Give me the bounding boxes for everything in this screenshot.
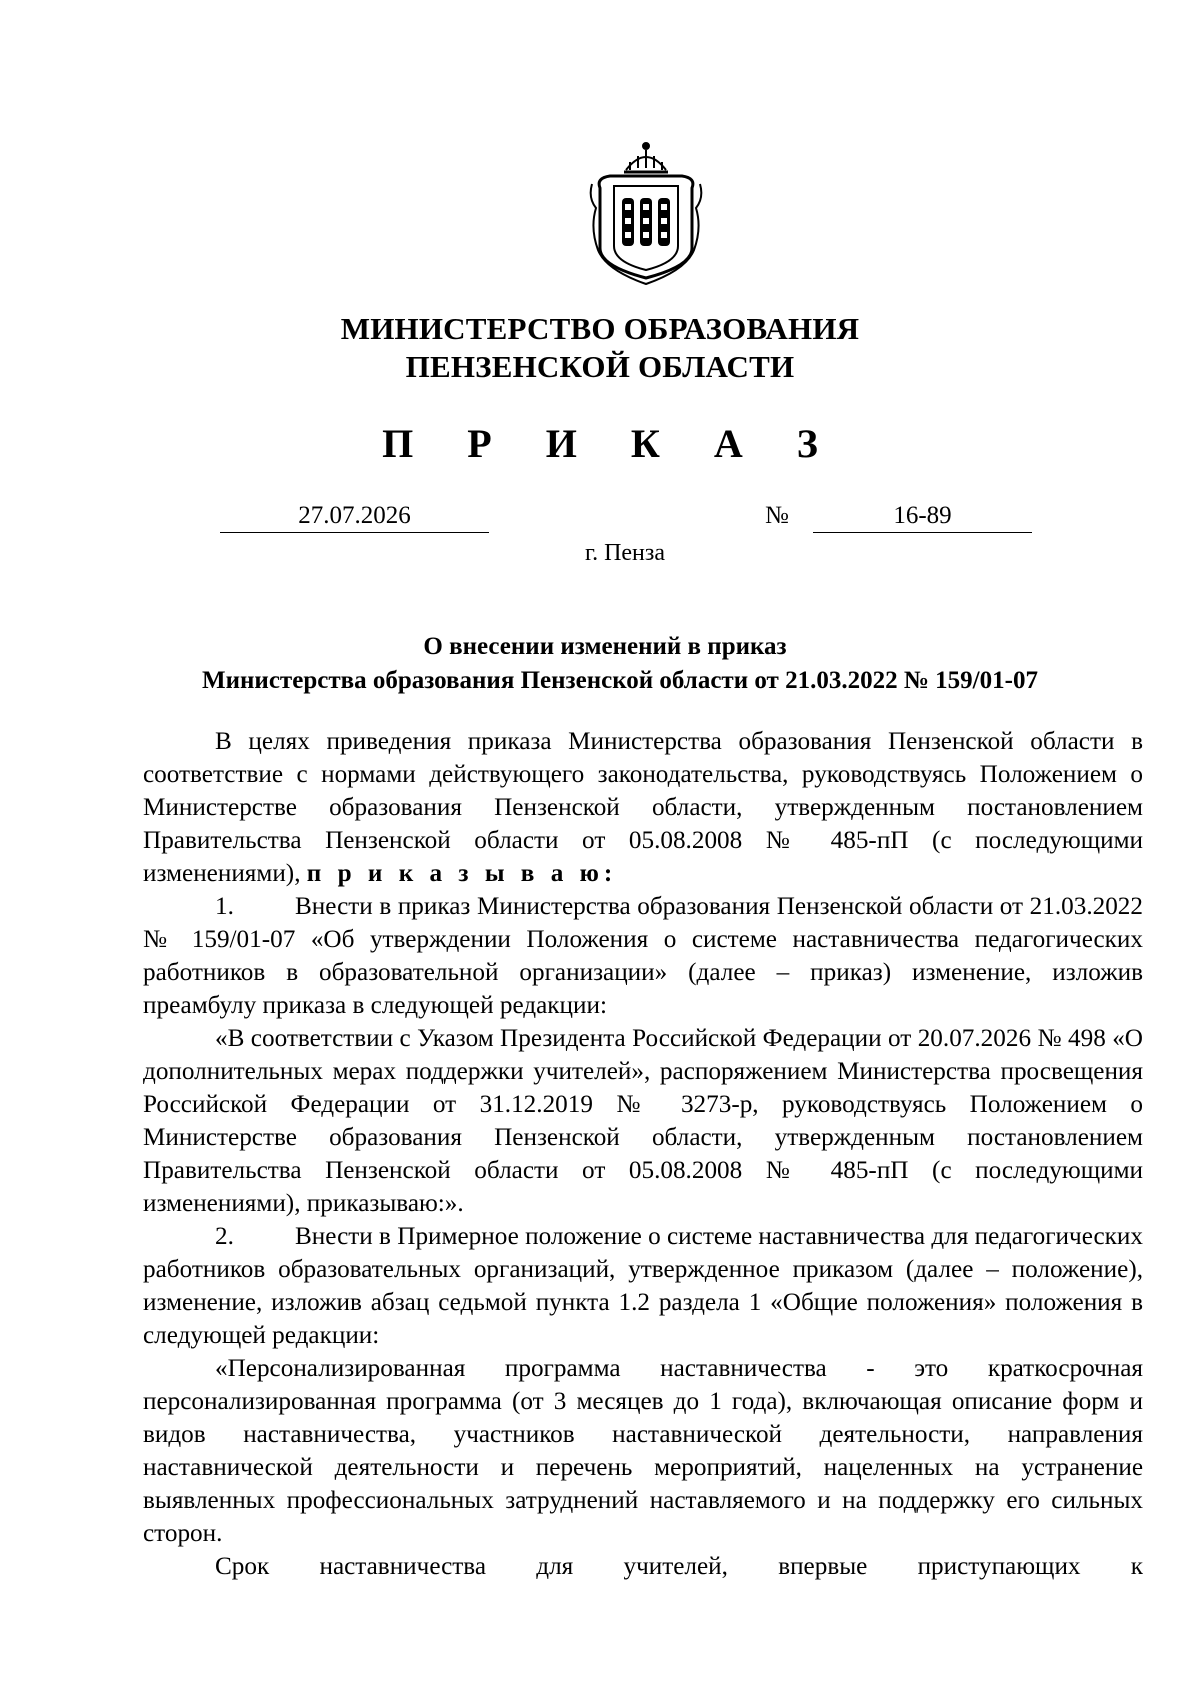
order-date: 27.07.2026 (220, 500, 489, 533)
item-2-text: Внести в Примерное положение о системе наставничества для педагогических работников образовательных организаций, утвержденное приказом (далее – положение), изменение, изложив абзац седьмой пункта 1.2 раздела 1 «Общие положения» положения в следующей редакции: (143, 1223, 1143, 1349)
item-2-paragraph (143, 1220, 1143, 1352)
ministry-name-line2: ПЕНЗЕНСКОЙ ОБЛАСТИ (405, 349, 795, 384)
quote-1-paragraph: «В соответствии с Указом Президента Российской Федерации от 20.07.2026 № 498 «О дополнительных мерах поддержки учителей», распоряжением Министерства просвещения Российской Федерации от 31.12.2019 № 3273-р, руководствуясь Положением о Министерстве образования Пензенской области, утвержденным постановлением Правительства Пензенской области от 05.08.2008 № 485-пП (с последующими изменениями), приказываю:». (143, 1025, 1143, 1217)
document-body (143, 725, 1143, 1583)
ministry-name-line1: МИНИСТЕРСТВО ОБРАЗОВАНИЯ (340, 311, 860, 346)
coat-of-arms-icon (586, 138, 706, 288)
order-number: 16-89 (813, 500, 1032, 533)
item-1-text: Внести в приказ Министерства образования Пензенской области от 21.03.2022 № 159/01-07 «Об утверждении Положения о системе наставничества педагогических работников в образовательной организации» (далее – приказ) изменение, изложив преамбулу приказа в следующей редакции: (143, 893, 1143, 1019)
document-type-title: П Р И К А З (382, 421, 840, 466)
subject-line2: Министерства образования Пензенской области от 21.03.2022 № 159/01-07 (202, 667, 1038, 694)
order-verb: п р и к а з ы в а ю: (306, 860, 618, 887)
preamble-text: В целях приведения приказа Министерства образования Пензенской области в соответствие с нормами действующего законодательства, руководствуясь Положением о Министерстве образования Пензенской области, утвержденным постановлением Правительства Пензенской области от 05.08.2008 № 485-пП (с последующими изменениями), (143, 728, 1143, 887)
item-2-number: 2. (215, 1223, 234, 1250)
quote-2-paragraph: «Персонализированная программа наставничества - это краткосрочная персонализированная программа (от 3 месяцев до 1 года), включающая описание форм и видов наставничества, участников наставнической деятельности, направления наставнической деятельности и перечень мероприятий, нацеленных на устранение выявленных профессиональных затруднений наставляемого и на поддержку его сильных сторон. (143, 1355, 1143, 1547)
preamble-paragraph (143, 725, 1143, 890)
item-1-paragraph (143, 890, 1143, 1022)
city-label: г. Пенза (584, 540, 666, 566)
subject-line1: О внесении изменений в приказ (423, 633, 787, 660)
number-sign: № (765, 502, 789, 529)
term-paragraph: Срок наставничества для учителей, впервые приступающих к (215, 1553, 1143, 1580)
item-1-number: 1. (215, 893, 234, 920)
